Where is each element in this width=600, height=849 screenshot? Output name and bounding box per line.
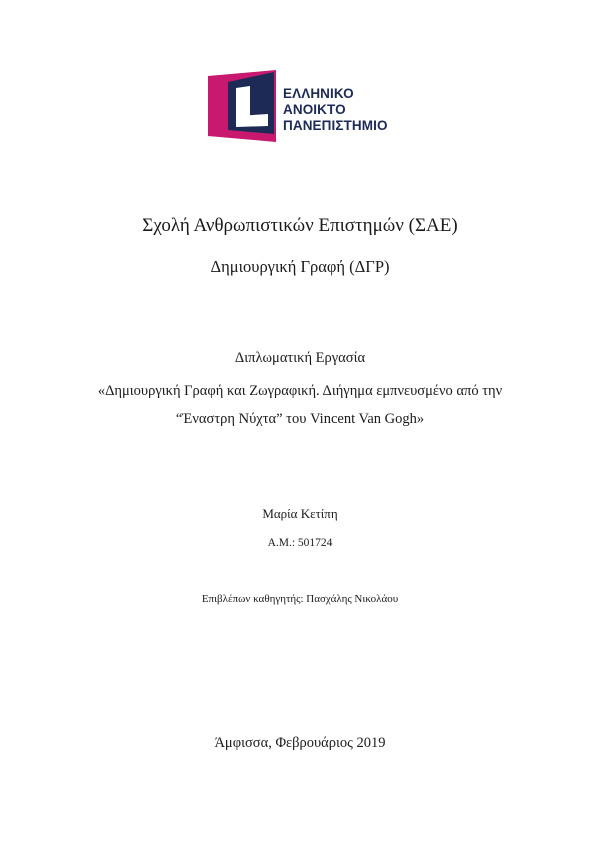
- place-date: Άμφισσα, Φεβρουάριος 2019: [214, 735, 386, 751]
- school-name: Σχολή Ανθρωπιστικών Επιστημών (ΣΑΕ): [142, 215, 458, 236]
- logo-line-2: ΑΝΟΙΚΤΟ: [283, 102, 346, 117]
- thesis-title-line-1: «Δημιουργική Γραφή και Ζωγραφική. Διήγημα εμπνευσμένο από την: [97, 383, 503, 399]
- thesis-label: Διπλωματική Εργασία: [234, 350, 366, 366]
- author-name: Μαρία Κετίπη: [262, 506, 338, 521]
- university-logo: [208, 70, 398, 142]
- supervisor-line: Επιβλέπων καθηγητής: Πασχάλης Νικολάου: [201, 593, 399, 605]
- department-name: Δημιουργική Γραφή (ΔΓΡ): [210, 257, 390, 276]
- thesis-title-line-2: “Έναστρη Νύχτα” του Vincent Van Gogh»: [175, 411, 425, 427]
- registration-number: Α.Μ.: 501724: [267, 537, 333, 549]
- logo-line-1: ΕΛΛΗΝΙΚΟ: [283, 86, 354, 101]
- logo-line-3: ΠΑΝΕΠΙΣΤΗΜΙΟ: [283, 118, 388, 133]
- university-logo-mark-icon: [208, 70, 276, 142]
- university-logo-text: [283, 86, 388, 134]
